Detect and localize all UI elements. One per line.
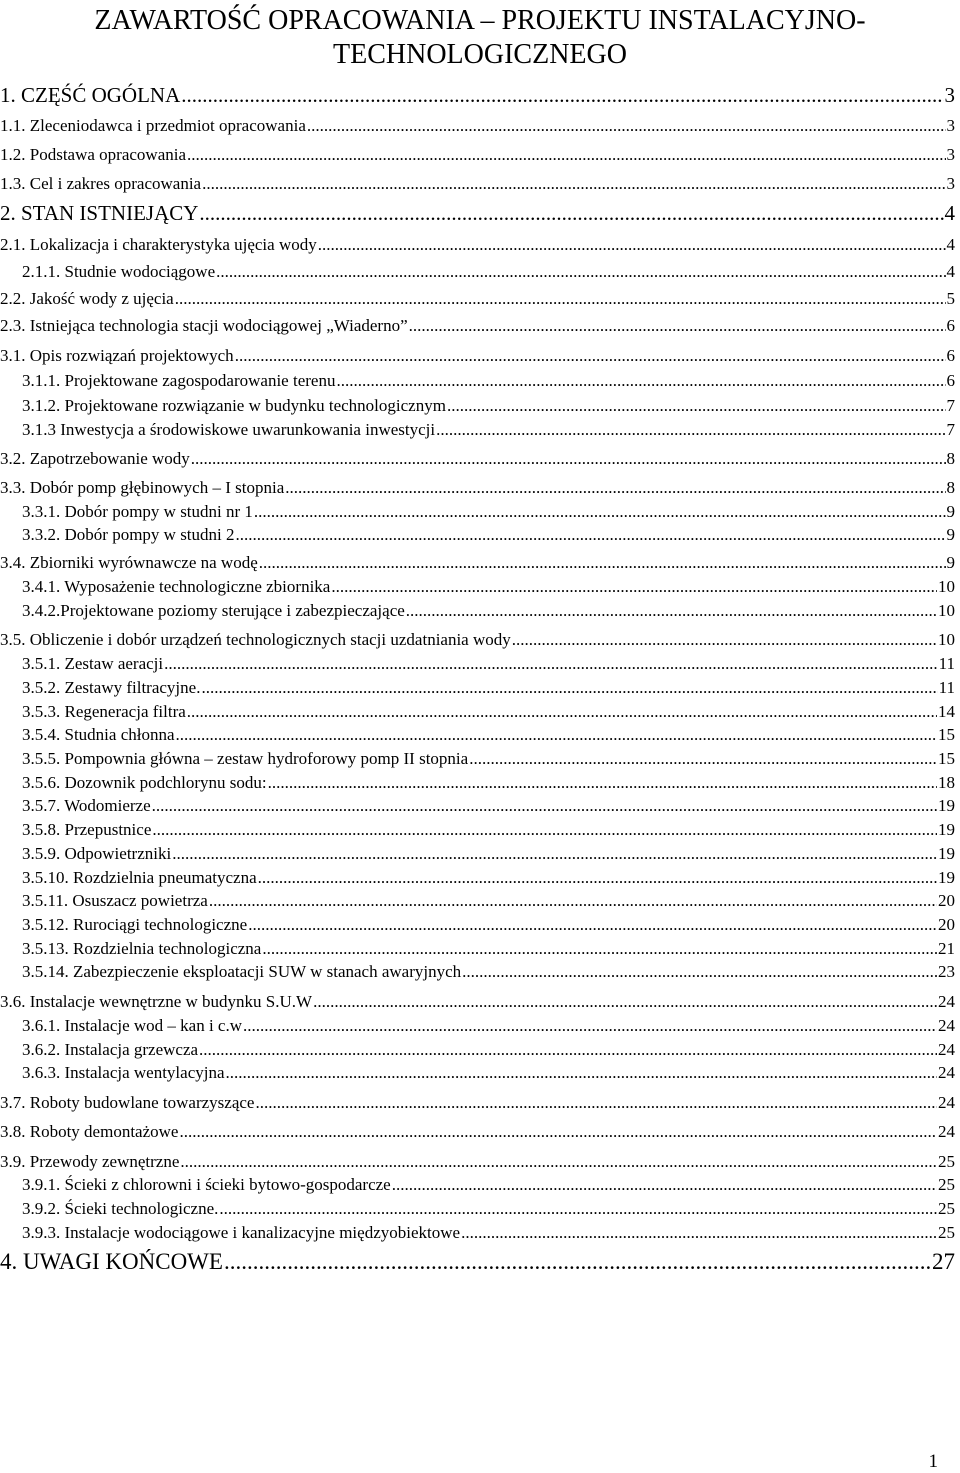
toc-entry[interactable]: 4. UWAGI KOŃCOWE ..... 27: [0, 1249, 955, 1275]
toc-entry[interactable]: 2.1.1. Studnie wodociągowe ..... 4: [22, 262, 955, 282]
toc-entry[interactable]: 3.5.7. Wodomierze ..... 19: [22, 796, 955, 816]
toc-entry[interactable]: 3.1.3 Inwestycja a środowiskowe uwarunkowania inwestycji ..... 7: [22, 420, 955, 440]
toc-entry[interactable]: 3.5.9. Odpowietrzniki ..... 19: [22, 844, 955, 864]
toc-entry[interactable]: 3.7. Roboty budowlane towarzyszące ..... 24: [0, 1093, 955, 1113]
toc-entry[interactable]: 3.5.14. Zabezpieczenie eksploatacji SUW w stanach awaryjnych ..... 23: [22, 962, 955, 982]
toc-entry[interactable]: 3.5.10. Rozdzielnia pneumatyczna ..... 19: [22, 868, 955, 888]
toc-entry[interactable]: 3.5.8. Przepustnice ..... 19: [22, 820, 955, 840]
toc-entry[interactable]: 3.1.2. Projektowane rozwiązanie w budynku technologicznym ..... 7: [22, 396, 955, 416]
toc-entry[interactable]: 3.5.13. Rozdzielnia technologiczna ..... 21: [22, 939, 955, 959]
toc-entry[interactable]: 3.5.5. Pompownia główna – zestaw hydroforowy pomp II stopnia ..... 15: [22, 749, 955, 769]
toc-entry[interactable]: 3.6.2. Instalacja grzewcza ..... 24: [22, 1040, 955, 1060]
toc-entry[interactable]: 3.3. Dobór pomp głębinowych – I stopnia ..... 8: [0, 478, 955, 498]
toc-entry[interactable]: 3.5.2. Zestawy filtracyjne. ..... 11: [22, 678, 955, 698]
toc-entry[interactable]: 3.8. Roboty demontażowe ..... 24: [0, 1122, 955, 1142]
toc-entry[interactable]: 3.5.1. Zestaw aeracji ..... 11: [22, 654, 955, 674]
toc-entry[interactable]: 3.5.3. Regeneracja filtra ..... 14: [22, 702, 955, 722]
toc-entry[interactable]: 3.9.3. Instalacje wodociągowe i kanalizacyjne międzyobiektowe ..... 25: [22, 1223, 955, 1243]
toc-entry[interactable]: 2.3. Istniejąca technologia stacji wodociągowej „Wiaderno” ..... 6: [0, 316, 955, 336]
toc-entry[interactable]: 2.2. Jakość wody z ujęcia ..... 5: [0, 289, 955, 309]
toc-entry[interactable]: 1. CZĘŚĆ OGÓLNA ..... 3: [0, 83, 955, 107]
toc-entry[interactable]: 3.1. Opis rozwiązań projektowych ..... 6: [0, 346, 955, 366]
toc-entry[interactable]: 2. STAN ISTNIEJĄCY ..... 4: [0, 201, 955, 225]
toc-entry[interactable]: 3.5. Obliczenie i dobór urządzeń technologicznych stacji uzdatniania wody ..... 10: [0, 630, 955, 650]
toc-entry[interactable]: 3.4. Zbiorniki wyrównawcze na wodę ..... 9: [0, 553, 955, 573]
page-number: 1: [928, 1451, 938, 1472]
toc-entry[interactable]: 3.9. Przewody zewnętrzne ..... 25: [0, 1152, 955, 1172]
toc-entry[interactable]: 3.6.3. Instalacja wentylacyjna ..... 24: [22, 1063, 955, 1083]
toc-entry[interactable]: 3.3.1. Dobór pompy w studni nr 1 ..... 9: [22, 502, 955, 522]
title-line-2: TECHNOLOGICZNEGO: [333, 39, 627, 70]
toc-entry[interactable]: 3.4.1. Wyposażenie technologiczne zbiornika ..... 10: [22, 577, 955, 597]
toc-entry[interactable]: 2.1. Lokalizacja i charakterystyka ujęcia wody ..... 4: [0, 235, 955, 255]
toc-entry[interactable]: 3.1.1. Projektowane zagospodarowanie terenu ..... 6: [22, 371, 955, 391]
toc-entry[interactable]: 3.9.2. Ścieki technologiczne. ..... 25: [22, 1199, 955, 1219]
toc-entry[interactable]: 3.6. Instalacje wewnętrzne w budynku S.U.W ..... 24: [0, 992, 955, 1012]
toc-entry[interactable]: 3.5.6. Dozownik podchlorynu sodu: ..... 18: [22, 773, 955, 793]
toc-entry[interactable]: 1.1. Zleceniodawca i przedmiot opracowania ..... 3: [0, 116, 955, 136]
toc-entry[interactable]: 3.2. Zapotrzebowanie wody ..... 8: [0, 449, 955, 469]
title-line-1: ZAWARTOŚĆ OPRACOWANIA – PROJEKTU INSTALACYJNO-: [94, 5, 866, 36]
toc-entry[interactable]: 1.2. Podstawa opracowania ..... 3: [0, 145, 955, 165]
toc-entry[interactable]: 3.3.2. Dobór pompy w studni 2 ..... 9: [22, 525, 955, 545]
toc-entry[interactable]: 3.5.11. Osuszacz powietrza ..... 20: [22, 891, 955, 911]
toc-entry[interactable]: 3.5.12. Rurociągi technologiczne ..... 20: [22, 915, 955, 935]
toc-entry[interactable]: 1.3. Cel i zakres opracowania ..... 3: [0, 174, 955, 194]
toc-entry[interactable]: 3.6.1. Instalacje wod – kan i c.w ..... 24: [22, 1016, 955, 1036]
toc-entry[interactable]: 3.5.4. Studnia chłonna ..... 15: [22, 725, 955, 745]
toc-entry[interactable]: 3.9.1. Ścieki z chlorowni i ścieki bytowo-gospodarcze ..... 25: [22, 1175, 955, 1195]
toc-entry[interactable]: 3.4.2.Projektowane poziomy sterujące i zabezpieczające ..... 10: [22, 601, 955, 621]
